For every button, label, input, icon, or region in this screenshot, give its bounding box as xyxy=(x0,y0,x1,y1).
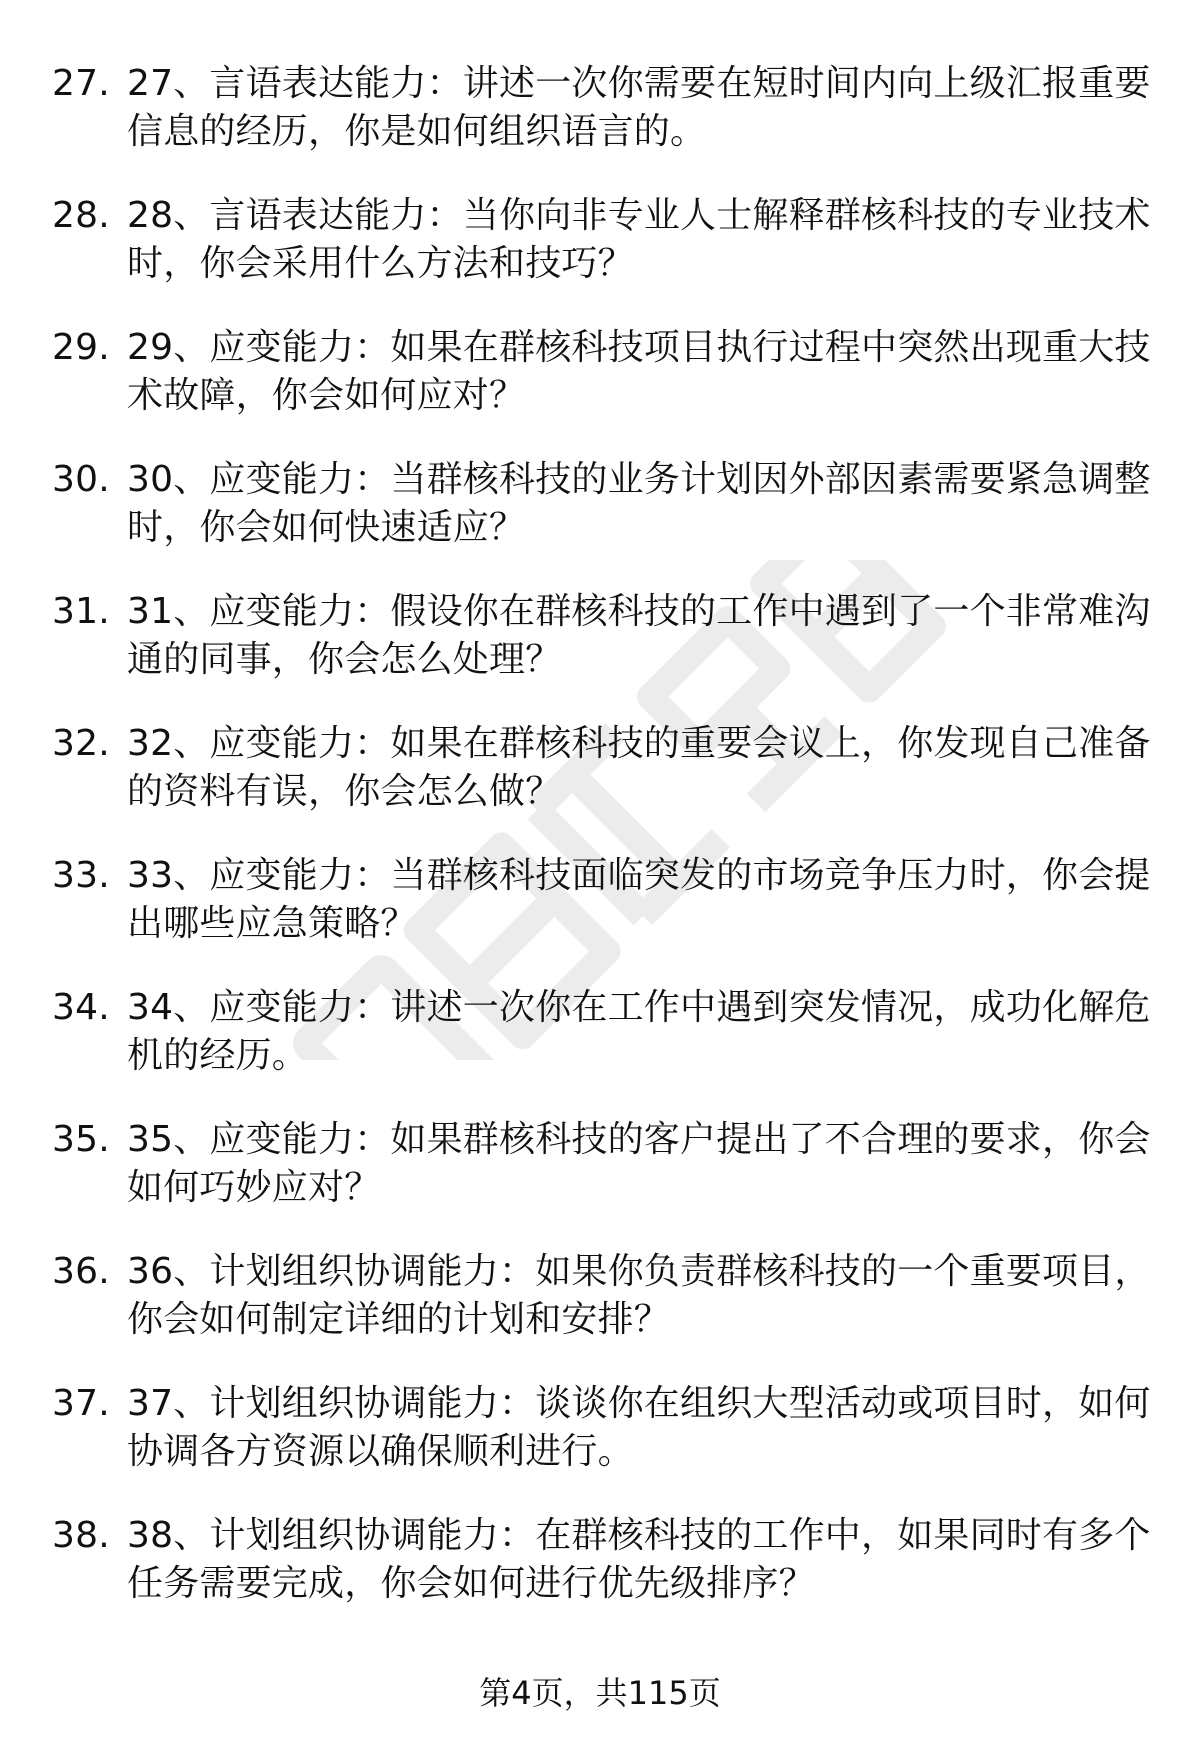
list-item xyxy=(52,456,1152,552)
item-number: 34. xyxy=(52,987,110,1028)
question-list xyxy=(52,60,1152,1644)
question-text: 33、应变能力：当群核科技面临突发的市场竞争压力时，你会提出哪些应急策略？ xyxy=(127,855,1151,944)
question-text: 31、应变能力：假设你在群核科技的工作中遇到了一个非常难沟通的同事，你会怎么处理？ xyxy=(127,591,1151,680)
question-text: 36、计划组织协调能力：如果你负责群核科技的一个重要项目，你会如何制定详细的计划和安排？ xyxy=(127,1251,1151,1340)
question-text: 32、应变能力：如果在群核科技的重要会议上，你发现自己准备的资料有误，你会怎么做？ xyxy=(127,723,1151,812)
question-text: 34、应变能力：讲述一次你在工作中遇到突发情况，成功化解危机的经历。 xyxy=(127,987,1151,1076)
list-item xyxy=(52,852,1152,948)
list-item xyxy=(52,60,1152,156)
item-number: 29. xyxy=(52,327,110,368)
page-footer: 第4页，共115页 xyxy=(479,1674,721,1712)
item-number: 31. xyxy=(52,591,110,632)
list-item xyxy=(52,192,1152,288)
list-item xyxy=(52,1116,1152,1212)
list-item xyxy=(52,588,1152,684)
item-number: 30. xyxy=(52,459,110,500)
item-number: 38. xyxy=(52,1515,110,1556)
question-text: 27、言语表达能力：讲述一次你需要在短时间内向上级汇报重要信息的经历，你是如何组织语言的。 xyxy=(127,63,1151,152)
list-item xyxy=(52,1380,1152,1476)
question-text: 28、言语表达能力：当你向非专业人士解释群核科技的专业技术时，你会采用什么方法和技巧？ xyxy=(127,195,1151,284)
question-text: 30、应变能力：当群核科技的业务计划因外部因素需要紧急调整时，你会如何快速适应？ xyxy=(127,459,1151,548)
item-number: 28. xyxy=(52,195,110,236)
question-text: 35、应变能力：如果群核科技的客户提出了不合理的要求，你会如何巧妙应对？ xyxy=(127,1119,1151,1208)
list-item xyxy=(52,720,1152,816)
question-text: 29、应变能力：如果在群核科技项目执行过程中突然出现重大技术故障，你会如何应对？ xyxy=(127,327,1151,416)
question-text: 38、计划组织协调能力：在群核科技的工作中，如果同时有多个任务需要完成，你会如何进行优先级排序？ xyxy=(127,1515,1151,1604)
list-item xyxy=(52,984,1152,1080)
item-number: 33. xyxy=(52,855,110,896)
item-number: 32. xyxy=(52,723,110,764)
item-number: 36. xyxy=(52,1251,110,1292)
item-number: 37. xyxy=(52,1383,110,1424)
item-number: 27. xyxy=(52,63,110,104)
list-item xyxy=(52,324,1152,420)
list-item xyxy=(52,1512,1152,1608)
item-number: 35. xyxy=(52,1119,110,1160)
list-item xyxy=(52,1248,1152,1344)
question-text: 37、计划组织协调能力：谈谈你在组织大型活动或项目时，如何协调各方资源以确保顺利进行。 xyxy=(127,1383,1151,1472)
